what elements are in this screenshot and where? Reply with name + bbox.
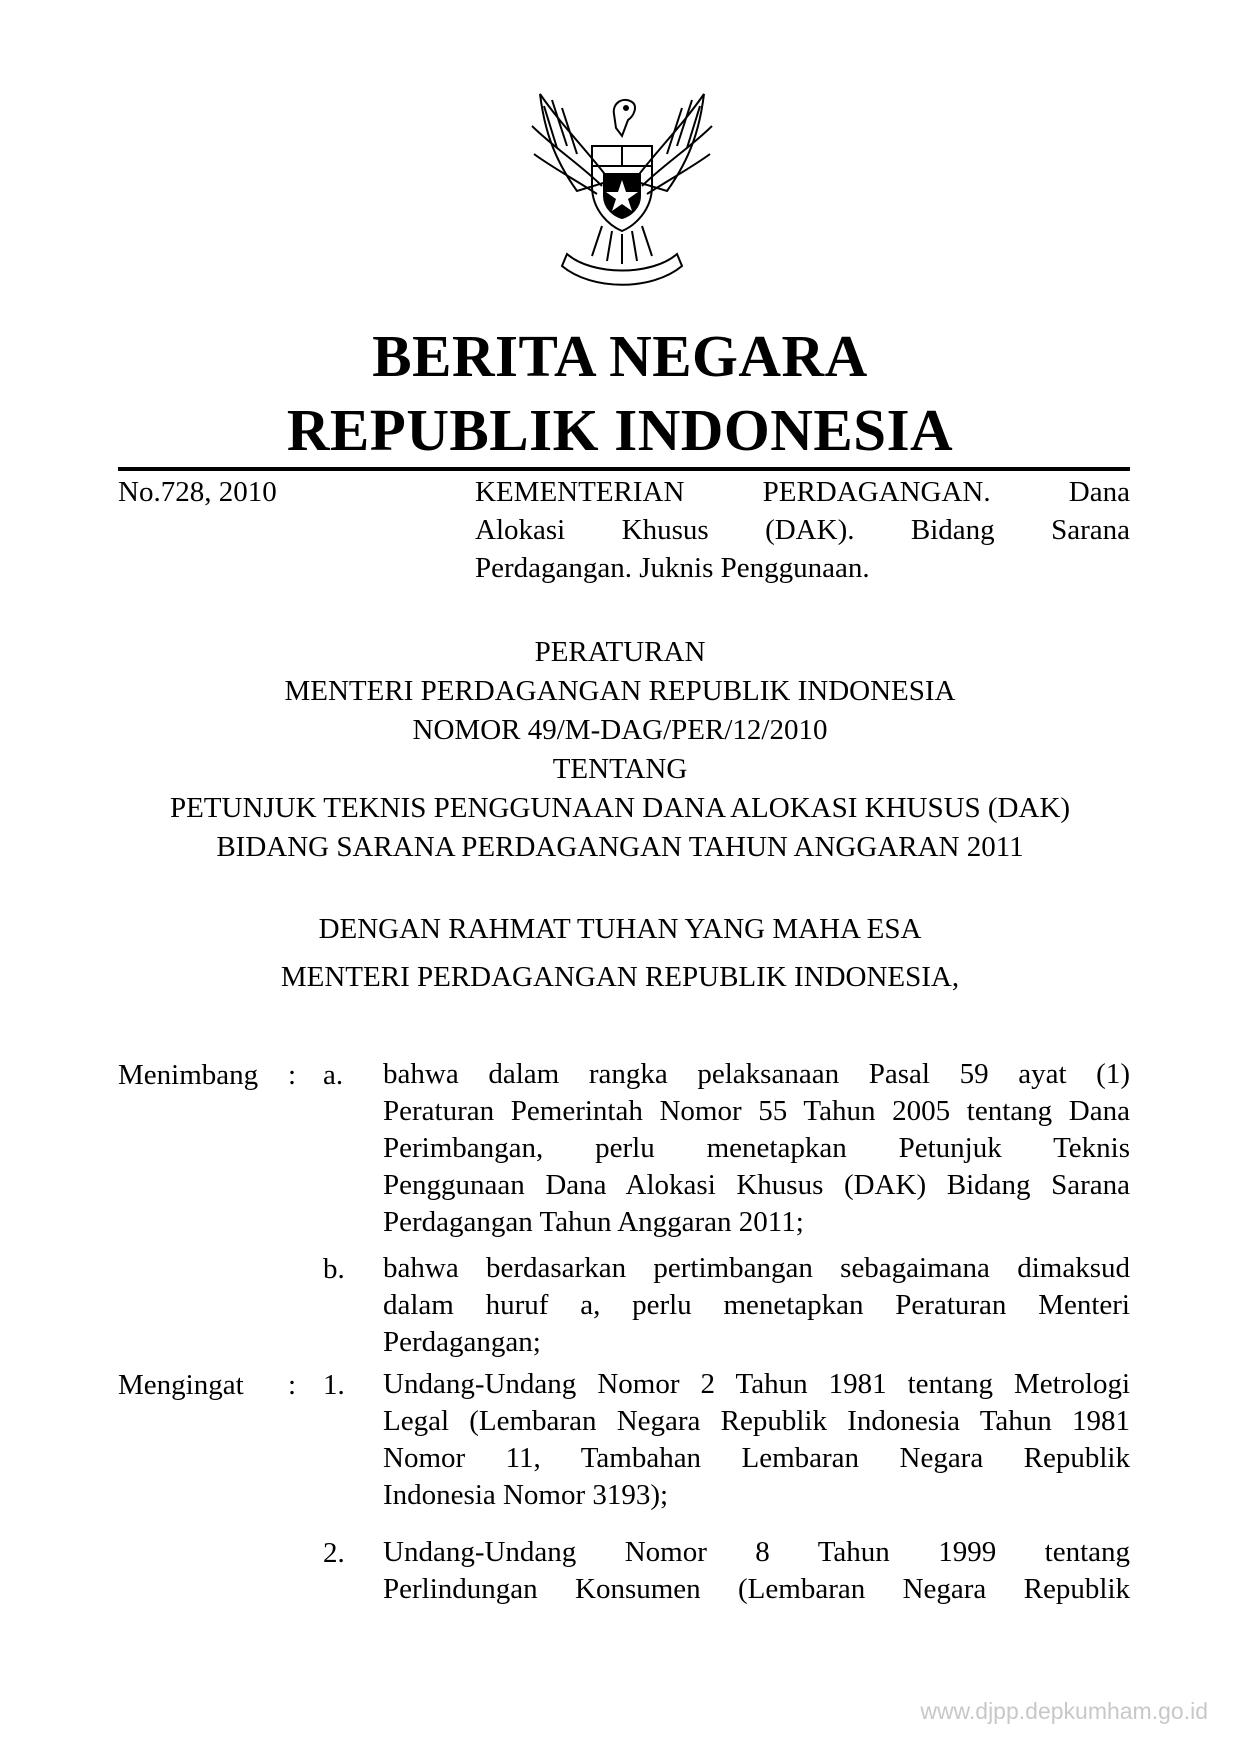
title-line: PETUNJUK TEKNIS PENGGUNAAN DANA ALOKASI KHUSUS (DAK): [169, 792, 1071, 824]
preamble-line: MENTERI PERDAGANGAN REPUBLIK INDONESIA,: [280, 961, 960, 993]
para-line: Perdagangan Tahun Anggaran 2011;: [383, 1206, 804, 1238]
mengingat-label: Mengingat: [118, 1369, 244, 1401]
para-line: Nomor 11, Tambahan Lembaran Negara Republik: [383, 1442, 1130, 1474]
para-line: Peraturan Pemerintah Nomor 55 Tahun 2005 tentang Dana: [383, 1095, 1130, 1127]
masthead-subtitle: REPUBLIK INDONESIA: [286, 397, 954, 463]
para-line: Penggunaan Dana Alokasi Khusus (DAK) Bidang Sarana: [383, 1169, 1130, 1201]
subject-line: Perdagangan. Juknis Penggunaan.: [475, 552, 870, 584]
para-line: Undang-Undang Nomor 8 Tahun 1999 tentang: [383, 1536, 1130, 1568]
preamble-line: DENGAN RAHMAT TUHAN YANG MAHA ESA: [318, 913, 922, 945]
subject-line: Alokasi Khusus (DAK). Bidang Sarana: [475, 514, 1130, 546]
title-line: MENTERI PERDAGANGAN REPUBLIK INDONESIA: [284, 675, 956, 707]
para-line: Undang-Undang Nomor 2 Tahun 1981 tentang Metrologi: [383, 1368, 1130, 1400]
title-line: BIDANG SARANA PERDAGANGAN TAHUN ANGGARAN 2011: [216, 831, 1024, 863]
menimbang-label: Menimbang: [118, 1059, 259, 1091]
gazette-number: No.728, 2010: [118, 476, 277, 508]
header-rule: [118, 467, 1130, 471]
mengingat-item-2: [383, 1534, 1130, 1608]
menimbang-colon: :: [288, 1059, 297, 1091]
subject-line: KEMENTERIAN PERDAGANGAN. Dana: [475, 476, 1130, 508]
para-line: Perimbangan, perlu menetapkan Petunjuk Teknis: [383, 1132, 1130, 1164]
para-line: dalam huruf a, perlu menetapkan Peraturan Menteri: [383, 1289, 1130, 1321]
title-line: TENTANG: [552, 753, 688, 785]
menimbang-item-a: [383, 1056, 1130, 1241]
item-mark: b.: [323, 1253, 345, 1285]
mengingat-colon: :: [288, 1369, 297, 1401]
item-mark: a.: [323, 1059, 344, 1091]
para-line: bahwa berdasarkan pertimbangan sebagaimana dimaksud: [383, 1252, 1130, 1284]
para-line: Legal (Lembaran Negara Republik Indonesia Tahun 1981: [383, 1405, 1130, 1437]
regulation-title: [100, 633, 1140, 867]
watermark-url: www.djpp.depkumham.go.id: [920, 1698, 1208, 1724]
title-line: NOMOR 49/M-DAG/PER/12/2010: [412, 714, 828, 746]
item-mark: 1.: [323, 1369, 345, 1401]
para-line: Perdagangan;: [383, 1326, 541, 1358]
item-mark: 2.: [323, 1537, 345, 1569]
preamble: [100, 910, 1140, 1006]
garuda-emblem: [522, 86, 722, 296]
para-line: bahwa dalam rangka pelaksanaan Pasal 59 ayat (1): [383, 1058, 1130, 1090]
para-line: Perlindungan Konsumen (Lembaran Negara Republik: [383, 1573, 1130, 1605]
title-line: PERATURAN: [534, 636, 706, 668]
gazette-subject: [475, 473, 1130, 587]
menimbang-item-b: [383, 1250, 1130, 1361]
mengingat-item-1: [383, 1366, 1130, 1514]
para-line: Indonesia Nomor 3193);: [383, 1479, 669, 1511]
masthead-title: BERITA NEGARA: [372, 323, 868, 389]
